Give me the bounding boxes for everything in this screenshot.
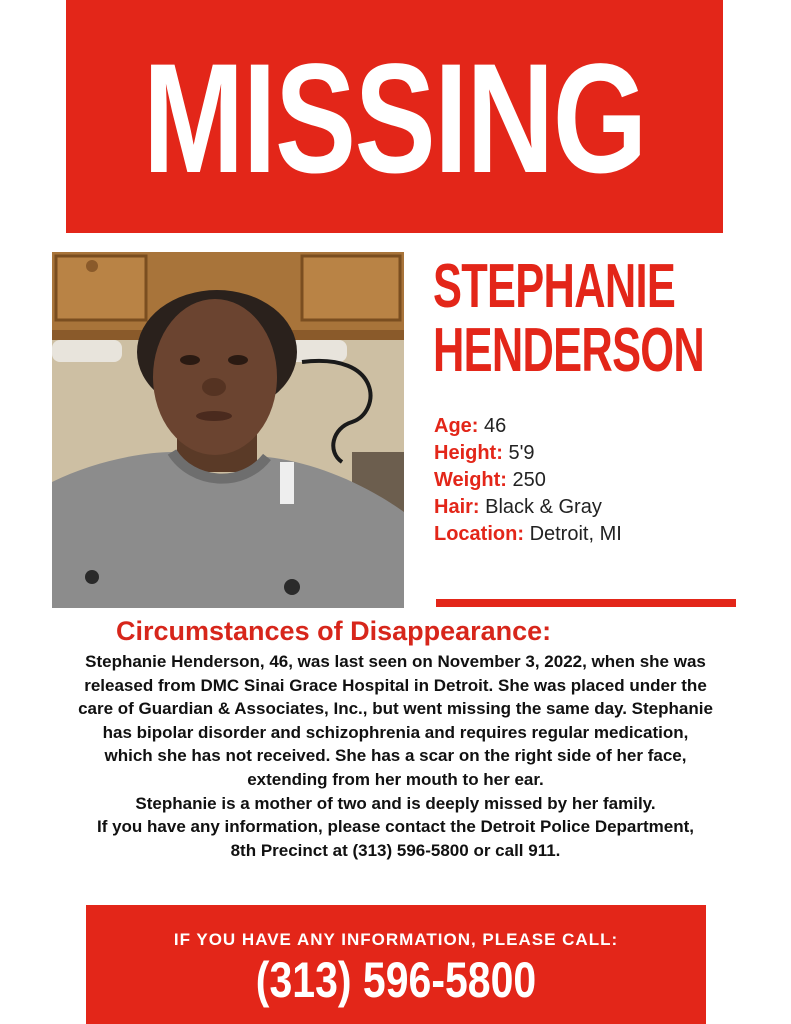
detail-label: Height: [434,442,503,464]
circumstances-heading: Circumstances of Disappearance: [116,616,552,646]
text-line: extending from her mouth to her ear. [247,769,544,789]
circumstances-text [20,650,771,862]
detail-label: Weight: [434,469,507,491]
detail-value: Black & Gray [485,496,602,518]
person-photo [52,252,404,608]
detail-value: Detroit, MI [529,523,622,545]
detail-value: 5'9 [508,442,535,464]
phone-number: (313) 596-5800 [255,952,537,1008]
divider [436,599,736,607]
text-line: has bipolar disorder and schizophrenia and requires regular medication, [102,722,689,742]
detail-label: Location: [434,523,524,545]
detail-weight [434,467,754,494]
detail-label: Hair: [434,496,480,518]
person-details [434,413,754,548]
text-line: which she has not received. She has a scar on the right side of her face, [104,746,687,766]
header-banner [66,0,723,233]
page-title: MISSING [143,31,646,206]
last-name: HENDERSON [433,316,705,385]
text-line: Stephanie Henderson, 46, was last seen on November 3, 2022, when she was [85,652,706,671]
detail-age [434,413,754,440]
detail-value: 250 [512,469,546,491]
first-name: STEPHANIE [433,252,676,321]
detail-location [434,521,754,548]
text-line: 8th Precinct at (313) 596-5800 or call 911. [230,840,561,860]
detail-value: 46 [484,415,507,437]
text-line: released from DMC Sinai Grace Hospital in Detroit. She was placed under the [84,675,707,695]
footer-banner [86,905,706,1024]
text-line: If you have any information, please contact the Detroit Police Department, [96,817,695,837]
detail-height [434,440,754,467]
call-prompt: IF YOU HAVE ANY INFORMATION, PLEASE CALL: [173,930,619,949]
detail-hair [434,494,754,521]
text-line: care of Guardian & Associates, Inc., but went missing the same day. Stephanie [78,699,713,719]
person-name [433,252,753,385]
text-line: Stephanie is a mother of two and is deeply missed by her family. [135,793,656,813]
detail-label: Age: [434,415,479,437]
